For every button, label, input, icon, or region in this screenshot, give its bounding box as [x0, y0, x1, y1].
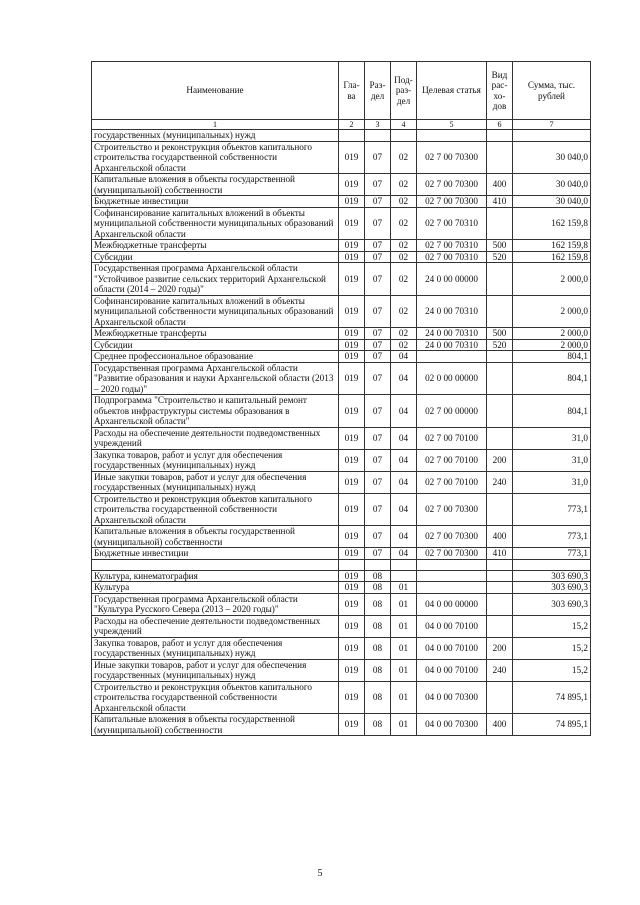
cell-chapter: 019: [339, 570, 365, 582]
cell-sum: 162 159,8: [513, 207, 591, 240]
header-expense-type: Вид рас-хо-дов: [487, 62, 513, 120]
cell-chapter: 019: [339, 449, 365, 471]
cell-chapter: 019: [339, 351, 365, 363]
cell-target: 02 7 00 70300: [417, 174, 487, 196]
table-row: [92, 659, 591, 681]
cell-name: Иные закупки товаров, работ и услуг для обеспечения государственных (муниципальных) нужд: [92, 471, 339, 493]
table-row: [92, 174, 591, 196]
cell-section: 07: [365, 339, 391, 351]
cell-sum: 30 040,0: [513, 141, 591, 174]
cell-subsection: 01: [391, 593, 417, 615]
cell-section: 07: [365, 328, 391, 340]
cell-name: Капитальные вложения в объекты государственной (муниципальной) собственности: [92, 526, 339, 548]
cell-subsection: 04: [391, 362, 417, 395]
cell-type: 240: [487, 471, 513, 493]
cell-chapter: 019: [339, 339, 365, 351]
budget-table: [91, 61, 591, 736]
cell-sum: 804,1: [513, 395, 591, 428]
table-row: [92, 559, 591, 570]
cell-type: [487, 427, 513, 449]
cell-target: 02 7 00 70300: [417, 548, 487, 560]
cell-subsection: 02: [391, 240, 417, 252]
table-row: [92, 207, 591, 240]
cell-subsection: 01: [391, 615, 417, 637]
cell-chapter: 019: [339, 493, 365, 526]
cell-section: 07: [365, 471, 391, 493]
cell-subsection: [391, 559, 417, 570]
cell-type: 410: [487, 196, 513, 208]
cell-subsection: 01: [391, 659, 417, 681]
cell-section: 07: [365, 196, 391, 208]
cell-type: [487, 141, 513, 174]
cell-target: 02 7 00 70310: [417, 207, 487, 240]
cell-sum: 31,0: [513, 449, 591, 471]
cell-chapter: 019: [339, 362, 365, 395]
cell-section: 07: [365, 493, 391, 526]
header-section: Раз-дел: [365, 62, 391, 120]
cell-type: [487, 681, 513, 714]
cell-type: [487, 263, 513, 296]
cell-chapter: 019: [339, 637, 365, 659]
cell-type: 520: [487, 251, 513, 263]
cell-target: 02 7 00 70300: [417, 526, 487, 548]
cell-name: государственных (муниципальных) нужд: [92, 130, 339, 142]
cell-name: Государственная программа Архангельской области "Культура Русского Севера (2013 – 2020 годы)": [92, 593, 339, 615]
cell-type: 400: [487, 714, 513, 736]
table-row: [92, 593, 591, 615]
cell-section: 08: [365, 637, 391, 659]
cell-subsection: 01: [391, 582, 417, 594]
cell-subsection: 04: [391, 351, 417, 363]
table-row: [92, 328, 591, 340]
cell-type: [487, 295, 513, 328]
cell-type: [487, 593, 513, 615]
cell-sum: 773,1: [513, 493, 591, 526]
cell-subsection: 02: [391, 251, 417, 263]
cell-target: 04 0 00 70100: [417, 615, 487, 637]
cell-section: 08: [365, 615, 391, 637]
cell-type: [487, 207, 513, 240]
page-number: 5: [317, 868, 323, 879]
cell-sum: 804,1: [513, 351, 591, 363]
cell-subsection: 02: [391, 339, 417, 351]
header-target: Целевая статья: [417, 62, 487, 120]
cell-subsection: 02: [391, 196, 417, 208]
cell-target: 24 0 00 70310: [417, 339, 487, 351]
cell-target: 02 7 00 70300: [417, 141, 487, 174]
cell-chapter: [339, 559, 365, 570]
cell-target: 02 7 00 70310: [417, 240, 487, 252]
cell-sum: 162 159,8: [513, 251, 591, 263]
cell-chapter: 019: [339, 714, 365, 736]
table-row: [92, 362, 591, 395]
cell-chapter: 019: [339, 681, 365, 714]
cell-type: [487, 582, 513, 594]
table-row: [92, 339, 591, 351]
cell-sum: 2 000,0: [513, 339, 591, 351]
header-sum: Сумма, тыс. рублей: [513, 62, 591, 120]
cell-subsection: 02: [391, 207, 417, 240]
cell-target: [417, 570, 487, 582]
cell-subsection: 04: [391, 526, 417, 548]
cell-type: [487, 395, 513, 428]
cell-subsection: 04: [391, 548, 417, 560]
cell-chapter: 019: [339, 174, 365, 196]
cell-name: [92, 559, 339, 570]
cell-chapter: 019: [339, 526, 365, 548]
cell-section: 08: [365, 582, 391, 594]
cell-target: 04 0 00 00000: [417, 593, 487, 615]
cell-type: 410: [487, 548, 513, 560]
column-number: 5: [417, 120, 487, 130]
table-row: [92, 395, 591, 428]
cell-name: Капитальные вложения в объекты государственной (муниципальной) собственности: [92, 174, 339, 196]
cell-sum: 303 690,3: [513, 582, 591, 594]
cell-target: 24 0 00 70310: [417, 295, 487, 328]
cell-sum: 2 000,0: [513, 263, 591, 296]
cell-chapter: 019: [339, 548, 365, 560]
cell-type: [487, 559, 513, 570]
cell-sum: 773,1: [513, 526, 591, 548]
cell-target: 04 0 00 70300: [417, 681, 487, 714]
cell-type: [487, 615, 513, 637]
table-row: [92, 637, 591, 659]
table-row: [92, 263, 591, 296]
cell-section: 07: [365, 526, 391, 548]
cell-subsection: [391, 130, 417, 142]
cell-type: 520: [487, 339, 513, 351]
cell-name: Субсидии: [92, 339, 339, 351]
table-row: [92, 130, 591, 142]
cell-name: Капитальные вложения в объекты государственной (муниципальной) собственности: [92, 714, 339, 736]
cell-chapter: 019: [339, 263, 365, 296]
cell-subsection: 04: [391, 471, 417, 493]
cell-name: Культура: [92, 582, 339, 594]
cell-sum: 773,1: [513, 548, 591, 560]
cell-sum: 15,2: [513, 615, 591, 637]
cell-sum: 30 040,0: [513, 196, 591, 208]
cell-name: Государственная программа Архангельской области "Развитие образования и науки Архангельской области (2013 – 2020 годы)": [92, 362, 339, 395]
cell-chapter: 019: [339, 582, 365, 594]
table-row: [92, 471, 591, 493]
cell-chapter: 019: [339, 207, 365, 240]
cell-subsection: 02: [391, 328, 417, 340]
cell-chapter: 019: [339, 295, 365, 328]
cell-sum: 303 690,3: [513, 570, 591, 582]
cell-name: Расходы на обеспечение деятельности подведомственных учреждений: [92, 615, 339, 637]
cell-name: Строительство и реконструкция объектов капитального строительства государственной собственности Архангельской области: [92, 681, 339, 714]
cell-target: 02 7 00 70100: [417, 427, 487, 449]
cell-section: 08: [365, 681, 391, 714]
cell-name: Государственная программа Архангельской области "Устойчивое развитие сельских территорий Архангельской области (2014 – 2020 годы)": [92, 263, 339, 296]
cell-target: 04 0 00 70100: [417, 659, 487, 681]
cell-type: [487, 570, 513, 582]
cell-name: Софинансирование капитальных вложений в объекты муниципальной собственности муниципальных образований Архангельской области: [92, 295, 339, 328]
cell-name: Межбюджетные трансферты: [92, 240, 339, 252]
cell-name: Межбюджетные трансферты: [92, 328, 339, 340]
table-row: [92, 196, 591, 208]
cell-sum: 804,1: [513, 362, 591, 395]
table-row: [92, 141, 591, 174]
cell-target: 24 0 00 70310: [417, 328, 487, 340]
cell-sum: 15,2: [513, 637, 591, 659]
cell-type: 500: [487, 240, 513, 252]
cell-section: 07: [365, 240, 391, 252]
cell-sum: 2 000,0: [513, 328, 591, 340]
cell-type: [487, 493, 513, 526]
cell-subsection: 04: [391, 493, 417, 526]
cell-sum: 31,0: [513, 427, 591, 449]
cell-section: [365, 130, 391, 142]
cell-section: 07: [365, 207, 391, 240]
cell-target: 02 7 00 70310: [417, 251, 487, 263]
cell-sum: 30 040,0: [513, 174, 591, 196]
cell-sum: 303 690,3: [513, 593, 591, 615]
column-number: 7: [513, 120, 591, 130]
cell-sum: 74 895,1: [513, 714, 591, 736]
cell-target: 02 0 00 00000: [417, 362, 487, 395]
cell-sum: 31,0: [513, 471, 591, 493]
cell-target: [417, 130, 487, 142]
cell-subsection: 02: [391, 174, 417, 196]
table-body: [92, 130, 591, 736]
cell-section: 07: [365, 351, 391, 363]
cell-subsection: [391, 570, 417, 582]
cell-target: 02 7 00 70100: [417, 449, 487, 471]
cell-sum: 2 000,0: [513, 295, 591, 328]
table-row: [92, 714, 591, 736]
cell-chapter: 019: [339, 615, 365, 637]
table-row: [92, 295, 591, 328]
cell-subsection: 04: [391, 427, 417, 449]
cell-target: 24 0 00 00000: [417, 263, 487, 296]
cell-section: 07: [365, 362, 391, 395]
cell-target: 02 7 00 70300: [417, 493, 487, 526]
cell-section: 07: [365, 548, 391, 560]
cell-name: Строительство и реконструкция объектов капитального строительства государственной собственности Архангельской области: [92, 493, 339, 526]
cell-chapter: 019: [339, 427, 365, 449]
header-chapter: Гла-ва: [339, 62, 365, 120]
cell-sum: 15,2: [513, 659, 591, 681]
cell-type: 400: [487, 526, 513, 548]
cell-section: 07: [365, 141, 391, 174]
table-row: [92, 493, 591, 526]
cell-subsection: 04: [391, 449, 417, 471]
cell-section: 08: [365, 714, 391, 736]
cell-name: Закупка товаров, работ и услуг для обеспечения государственных (муниципальных) нужд: [92, 449, 339, 471]
cell-name: Закупка товаров, работ и услуг для обеспечения государственных (муниципальных) нужд: [92, 637, 339, 659]
cell-subsection: 01: [391, 681, 417, 714]
cell-sum: 162 159,8: [513, 240, 591, 252]
cell-type: 400: [487, 174, 513, 196]
cell-section: 07: [365, 251, 391, 263]
cell-chapter: 019: [339, 328, 365, 340]
cell-name: Культура, кинематография: [92, 570, 339, 582]
table-row: [92, 351, 591, 363]
cell-chapter: [339, 130, 365, 142]
cell-section: 08: [365, 593, 391, 615]
cell-type: 200: [487, 449, 513, 471]
column-number: 4: [391, 120, 417, 130]
cell-target: 04 0 00 70300: [417, 714, 487, 736]
cell-sum: [513, 130, 591, 142]
cell-section: 07: [365, 174, 391, 196]
cell-target: [417, 351, 487, 363]
cell-name: Субсидии: [92, 251, 339, 263]
cell-chapter: 019: [339, 659, 365, 681]
column-number: 3: [365, 120, 391, 130]
cell-name: Бюджетные инвестиции: [92, 548, 339, 560]
table-row: [92, 526, 591, 548]
cell-section: 07: [365, 395, 391, 428]
header-subsection: Под-раз-дел: [391, 62, 417, 120]
cell-chapter: 019: [339, 471, 365, 493]
cell-type: [487, 130, 513, 142]
cell-chapter: 019: [339, 395, 365, 428]
cell-name: Расходы на обеспечение деятельности подведомственных учреждений: [92, 427, 339, 449]
table-header-row: [92, 62, 591, 120]
cell-name: Софинансирование капитальных вложений в объекты муниципальной собственности муниципальных образований Архангельской области: [92, 207, 339, 240]
table-row: [92, 582, 591, 594]
cell-subsection: 02: [391, 295, 417, 328]
cell-name: Подпрограмма "Строительство и капитальный ремонт объектов инфраструктуры системы образования в Архангельской области": [92, 395, 339, 428]
cell-subsection: 01: [391, 714, 417, 736]
cell-target: 02 7 00 00000: [417, 395, 487, 428]
cell-section: [365, 559, 391, 570]
cell-type: 500: [487, 328, 513, 340]
column-number: 1: [92, 120, 339, 130]
cell-section: 08: [365, 659, 391, 681]
table-row: [92, 251, 591, 263]
cell-subsection: 01: [391, 637, 417, 659]
cell-target: 02 7 00 70300: [417, 196, 487, 208]
cell-section: 07: [365, 427, 391, 449]
cell-chapter: 019: [339, 141, 365, 174]
table-row: [92, 449, 591, 471]
cell-name: Строительство и реконструкция объектов капитального строительства государственной собственности Архангельской области: [92, 141, 339, 174]
cell-chapter: 019: [339, 251, 365, 263]
cell-target: [417, 559, 487, 570]
cell-type: [487, 351, 513, 363]
cell-target: [417, 582, 487, 594]
cell-name: Среднее профессиональное образование: [92, 351, 339, 363]
cell-name: Иные закупки товаров, работ и услуг для обеспечения государственных (муниципальных) нужд: [92, 659, 339, 681]
cell-section: 07: [365, 295, 391, 328]
cell-chapter: 019: [339, 196, 365, 208]
table-row: [92, 427, 591, 449]
cell-section: 08: [365, 570, 391, 582]
column-number: 2: [339, 120, 365, 130]
cell-name: Бюджетные инвестиции: [92, 196, 339, 208]
cell-chapter: 019: [339, 593, 365, 615]
cell-sum: 74 895,1: [513, 681, 591, 714]
table-row: [92, 681, 591, 714]
cell-type: 200: [487, 637, 513, 659]
column-number-row: [92, 120, 591, 130]
cell-subsection: 02: [391, 141, 417, 174]
cell-target: 02 7 00 70100: [417, 471, 487, 493]
cell-sum: [513, 559, 591, 570]
cell-target: 04 0 00 70100: [417, 637, 487, 659]
table-row: [92, 548, 591, 560]
cell-section: 07: [365, 263, 391, 296]
cell-subsection: 04: [391, 395, 417, 428]
cell-type: [487, 362, 513, 395]
table-row: [92, 570, 591, 582]
cell-subsection: 02: [391, 263, 417, 296]
table-row: [92, 240, 591, 252]
table-row: [92, 615, 591, 637]
cell-section: 07: [365, 449, 391, 471]
cell-type: 240: [487, 659, 513, 681]
header-name: Наименование: [92, 62, 339, 120]
column-number: 6: [487, 120, 513, 130]
cell-chapter: 019: [339, 240, 365, 252]
